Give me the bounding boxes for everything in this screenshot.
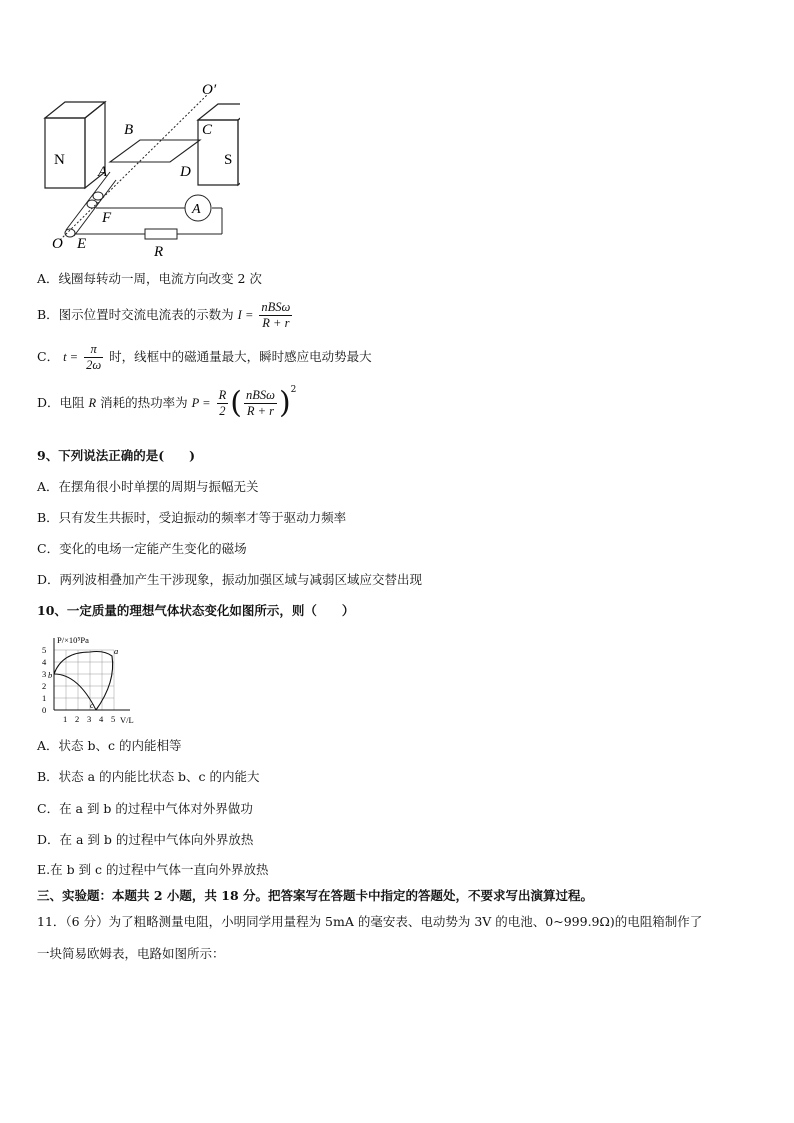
q8-d-fraction-1 xyxy=(217,388,229,419)
pv-ylabel: P/×10⁵Pa xyxy=(57,635,89,645)
pv-ytick-2: 2 xyxy=(42,681,47,691)
q10-option-e: E.在 b 到 c 的过程中气体一直向外界放热 xyxy=(37,862,269,877)
q9-option-b: B．只有发生共振时，受迫振动的频率才等于驱动力频率 xyxy=(37,510,347,525)
pv-grid xyxy=(54,650,114,710)
pv-xtick-3: 3 xyxy=(87,714,92,724)
pv-xtick-1: 1 xyxy=(63,714,68,724)
label-D: D xyxy=(180,164,191,180)
q8-c-prefix: C． xyxy=(37,349,60,364)
pv-curve xyxy=(54,652,113,711)
label-S: S xyxy=(224,152,233,168)
section-three-heading: 三、实验题：本题共 2 小题，共 18 分。把答案写在答题卡中指定的答题处，不要求写出演算过程。 xyxy=(37,888,594,903)
q9-option-d: D．两列波相叠加产生干涉现象，振动加强区域与减弱区域应交替出现 xyxy=(37,572,423,587)
q10-option-b: B．状态 a 的内能比状态 b、c 的内能大 xyxy=(37,769,260,784)
q10-option-c: C．在 a 到 b 的过程中气体对外界做功 xyxy=(37,801,253,816)
pv-xlabel: V/L xyxy=(120,715,134,724)
q11-line2: 一块简易欧姆表，电路如图所示： xyxy=(37,946,225,961)
q8-d-exponent: 2 xyxy=(290,384,297,395)
pv-ytick-4: 4 xyxy=(42,657,47,667)
q8-option-c xyxy=(37,342,372,373)
q8-d-prefix: D．电阻 xyxy=(37,395,85,410)
pv-xtick-5: 5 xyxy=(111,714,116,724)
q8-c-suffix: 时，线框中的磁通量最大，瞬时感应电动势最大 xyxy=(109,349,372,364)
label-A: A xyxy=(98,164,108,180)
label-C: C xyxy=(202,122,213,138)
label-F: F xyxy=(102,210,112,226)
q8-b-prefix: B．图示位置时交流电流表的示数为 xyxy=(37,307,234,322)
q8-d-den2: R + r xyxy=(246,404,275,418)
pv-graph xyxy=(34,632,144,724)
q11-line1: 11．（6 分）为了粗略测量电阻，小明同学用量程为 5mA 的毫安表、电动势为 3V 的电池、0~999.9Ω)的电阻箱制作了 xyxy=(37,914,703,929)
pv-ytick-1: 1 xyxy=(42,693,47,703)
q8-d-num1: R xyxy=(218,388,227,402)
label-B: B xyxy=(124,122,134,138)
south-magnet xyxy=(198,104,240,185)
q9-option-a: A．在摆角很小时单摆的周期与振幅无关 xyxy=(37,479,259,494)
generator-figure xyxy=(40,80,240,260)
q8-b-num: nBSω xyxy=(261,300,291,314)
q8-d-den1: 2 xyxy=(219,404,226,418)
q8-c-num: π xyxy=(84,342,103,358)
pv-point-c: c xyxy=(90,700,94,710)
label-N: N xyxy=(54,152,65,168)
q8-c-den: 2ω xyxy=(86,358,102,372)
q9-option-c: C．变化的电场一定能产生变化的磁场 xyxy=(37,541,247,556)
q8-option-b xyxy=(37,300,294,331)
pv-ytick-5: 5 xyxy=(42,645,47,655)
q9-stem: 9、下列说法正确的是( ) xyxy=(37,448,196,463)
q10-option-d: D．在 a 到 b 的过程中气体向外界放热 xyxy=(37,832,254,847)
q8-c-fraction xyxy=(84,342,103,373)
pv-ytick-3: 3 xyxy=(42,669,47,679)
north-magnet xyxy=(45,102,105,188)
label-O-prime: O′ xyxy=(202,82,217,98)
pv-xticks xyxy=(63,714,115,724)
pv-point-a: a xyxy=(114,646,119,656)
q8-d-r: R xyxy=(88,396,97,410)
q8-b-fraction xyxy=(259,300,292,331)
q8-d-lhs: P = xyxy=(191,396,211,410)
pv-xtick-4: 4 xyxy=(99,714,104,724)
q8-c-lhs: t = xyxy=(63,350,79,364)
q10-stem: 10、一定质量的理想气体状态变化如图所示，则（ ） xyxy=(37,603,355,618)
q8-b-den: R + r xyxy=(262,316,290,330)
q8-d-num2: nBSω xyxy=(245,388,275,402)
pv-yticks xyxy=(42,645,47,715)
label-ammeter: A xyxy=(192,202,201,217)
pv-ytick-0: 0 xyxy=(42,705,47,715)
q8-b-lhs: I = xyxy=(237,308,254,322)
q8-d-mid: 消耗的热功率为 xyxy=(100,395,188,410)
coil-frame xyxy=(110,140,200,162)
pv-point-b: b xyxy=(48,670,53,680)
label-E: E xyxy=(77,236,87,252)
pv-xtick-2: 2 xyxy=(75,714,80,724)
q8-d-fraction-2 xyxy=(244,388,277,419)
q10-option-a: A．状态 b、c 的内能相等 xyxy=(37,738,182,753)
q8-option-a: A．线圈每转动一周，电流方向改变 2 次 xyxy=(37,271,262,286)
q8-option-d: D．电阻 R 消耗的热功率为 P = $\frac{R}{2}$ ( $\frac{\text{nBSω}}{R + r}$ )$^2$ xyxy=(37,384,297,421)
label-R: R xyxy=(154,244,164,260)
label-O: O xyxy=(52,236,63,252)
